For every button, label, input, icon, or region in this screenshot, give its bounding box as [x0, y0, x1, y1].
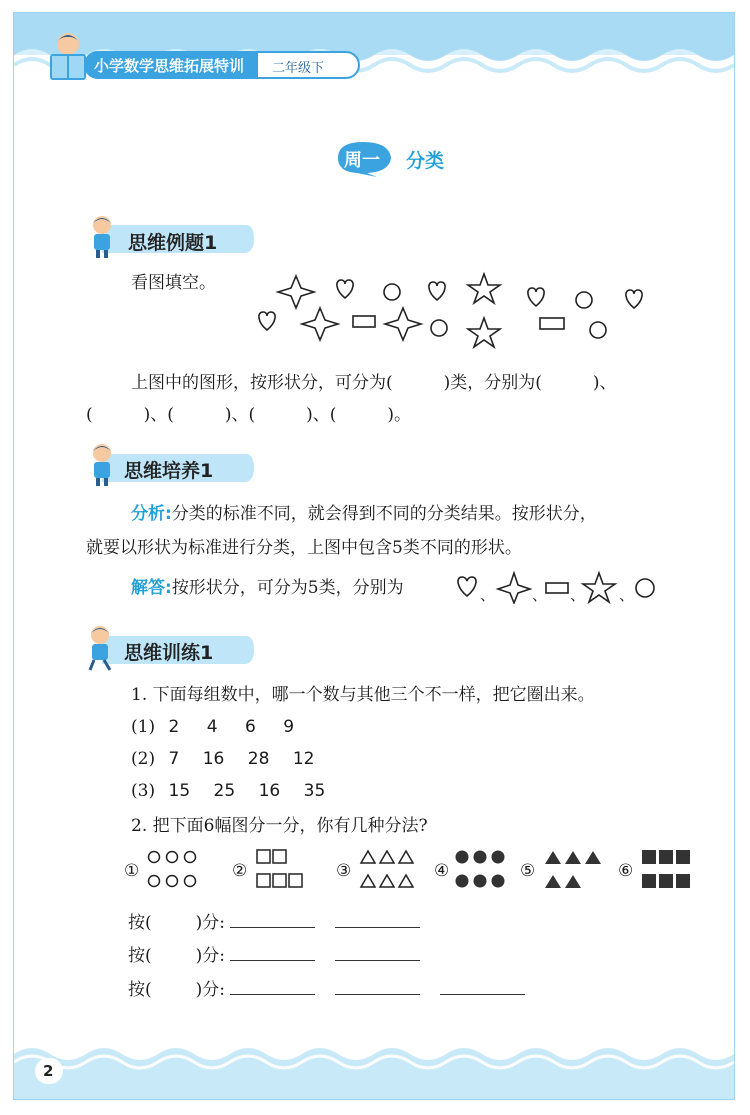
- rectangle-icon: [546, 583, 568, 593]
- figure-4-solid-circles: [456, 851, 505, 888]
- figure-label-4: ④: [434, 861, 450, 881]
- figure-label-2: ②: [232, 861, 248, 881]
- star-icon: [468, 274, 500, 303]
- fill-suffix: )分:: [195, 980, 226, 1000]
- section-title-example: 思维例题1: [128, 232, 218, 254]
- star-icon: [468, 318, 500, 347]
- answer-sep: 、: [532, 586, 548, 604]
- section-title-exercise: 思维训练1: [124, 642, 214, 664]
- fill-suffix: )分:: [195, 946, 226, 966]
- group-number[interactable]: 2: [168, 717, 180, 737]
- group-number[interactable]: 16: [202, 749, 225, 769]
- fill-prefix: 按(: [128, 980, 152, 1000]
- four-point-star-icon: [498, 573, 530, 603]
- rectangle-icon: [353, 316, 375, 327]
- star-icon: [583, 573, 615, 602]
- footer-wave-band: [14, 1040, 734, 1099]
- answer-blank[interactable]: [230, 980, 315, 995]
- answer-text: 按形状分，可分为5类，分别为: [171, 578, 404, 598]
- figure-label-6: ⑥: [618, 861, 634, 881]
- series-title: 小学数学思维拓展特训: [94, 57, 245, 75]
- answer-blank[interactable]: [230, 913, 315, 928]
- circle-icon: [576, 292, 592, 308]
- heart-icon: [458, 577, 476, 596]
- answer-shapes: [456, 570, 666, 604]
- group-number[interactable]: 6: [244, 717, 256, 737]
- six-figures: [140, 846, 700, 896]
- group-number[interactable]: 16: [258, 781, 281, 801]
- fill-row-1: [128, 912, 420, 934]
- fill-suffix: )分:: [195, 913, 226, 933]
- heart-icon: [259, 312, 275, 330]
- four-point-star-icon: [278, 276, 314, 308]
- example-question-line1: 上图中的图形，按形状分，可分为( )类，分别为( )、: [131, 373, 617, 393]
- fill-row-2: [128, 945, 420, 967]
- example-instruction: 看图填空。: [131, 273, 216, 293]
- number-group-1: [131, 716, 294, 738]
- fill-prefix: 按(: [128, 913, 152, 933]
- chapter-week: 周一: [344, 150, 380, 171]
- page-number: 2: [43, 1062, 54, 1080]
- circle-icon: [431, 320, 447, 336]
- four-point-star-icon: [385, 308, 421, 340]
- group-number[interactable]: 7: [168, 749, 180, 769]
- group-label: (3): [131, 781, 156, 801]
- figure-3-hollow-triangles: [361, 851, 413, 887]
- figure-2-hollow-squares: [257, 850, 302, 887]
- group-label: (1): [131, 717, 156, 737]
- group-number[interactable]: 28: [247, 749, 270, 769]
- group-number[interactable]: 4: [206, 717, 218, 737]
- group-label: (2): [131, 749, 156, 769]
- exercise-q2: 2. 把下面6幅图分一分，你有几种分法?: [131, 816, 428, 836]
- analysis-text: 分类的标准不同，就会得到不同的分类结果。按形状分，: [171, 504, 597, 524]
- answer-blank[interactable]: [335, 946, 420, 961]
- heart-icon: [337, 280, 353, 298]
- group-number[interactable]: 12: [292, 749, 315, 769]
- chapter-topic: 分类: [406, 150, 445, 172]
- reading-boy-icon: [46, 30, 90, 82]
- answer-blank[interactable]: [335, 913, 420, 928]
- figure-5-solid-triangles: [545, 851, 601, 888]
- figure-1-hollow-circles: [149, 852, 196, 887]
- rectangle-icon: [540, 318, 564, 329]
- analysis-label: 分析:: [131, 504, 172, 524]
- answer-sep: 、: [480, 586, 496, 604]
- group-number[interactable]: 25: [213, 781, 236, 801]
- circle-icon: [384, 284, 400, 300]
- example-question-line2: ( )、( )、( )、( )。: [86, 405, 412, 425]
- section-title-training: 思维培养1: [124, 460, 214, 482]
- exercise-q1: 1. 下面每组数中，哪一个数与其他三个不一样，把它圈出来。: [131, 685, 595, 705]
- grade-label: 二年级下: [272, 61, 325, 76]
- answer-blank[interactable]: [440, 980, 525, 995]
- figure-label-3: ③: [336, 861, 352, 881]
- figure-label-1: ①: [124, 861, 140, 881]
- analysis-line1: [131, 503, 597, 525]
- answer-sep: 、: [619, 586, 635, 604]
- heart-icon: [429, 282, 445, 300]
- fill-prefix: 按(: [128, 946, 152, 966]
- answer-sep: 、: [570, 586, 586, 604]
- group-number[interactable]: 35: [303, 781, 326, 801]
- figure-label-5: ⑤: [520, 861, 536, 881]
- number-group-2: [131, 748, 314, 770]
- heart-icon: [528, 288, 544, 306]
- answer-label: 解答:: [131, 578, 172, 598]
- heart-icon: [626, 290, 642, 308]
- fill-row-3: [128, 979, 525, 1001]
- shapes-figure: [250, 268, 660, 352]
- figure-6-solid-squares: [642, 850, 690, 888]
- number-group-3: [131, 780, 325, 802]
- group-number[interactable]: 15: [168, 781, 191, 801]
- analysis-line2: 就要以形状为标准进行分类，上图中包含5类不同的形状。: [86, 538, 522, 558]
- circle-icon: [590, 322, 606, 338]
- answer-line: [131, 577, 404, 599]
- answer-blank[interactable]: [230, 946, 315, 961]
- four-point-star-icon: [302, 308, 338, 340]
- circle-icon: [636, 579, 654, 597]
- answer-blank[interactable]: [335, 980, 420, 995]
- group-number[interactable]: 9: [283, 717, 295, 737]
